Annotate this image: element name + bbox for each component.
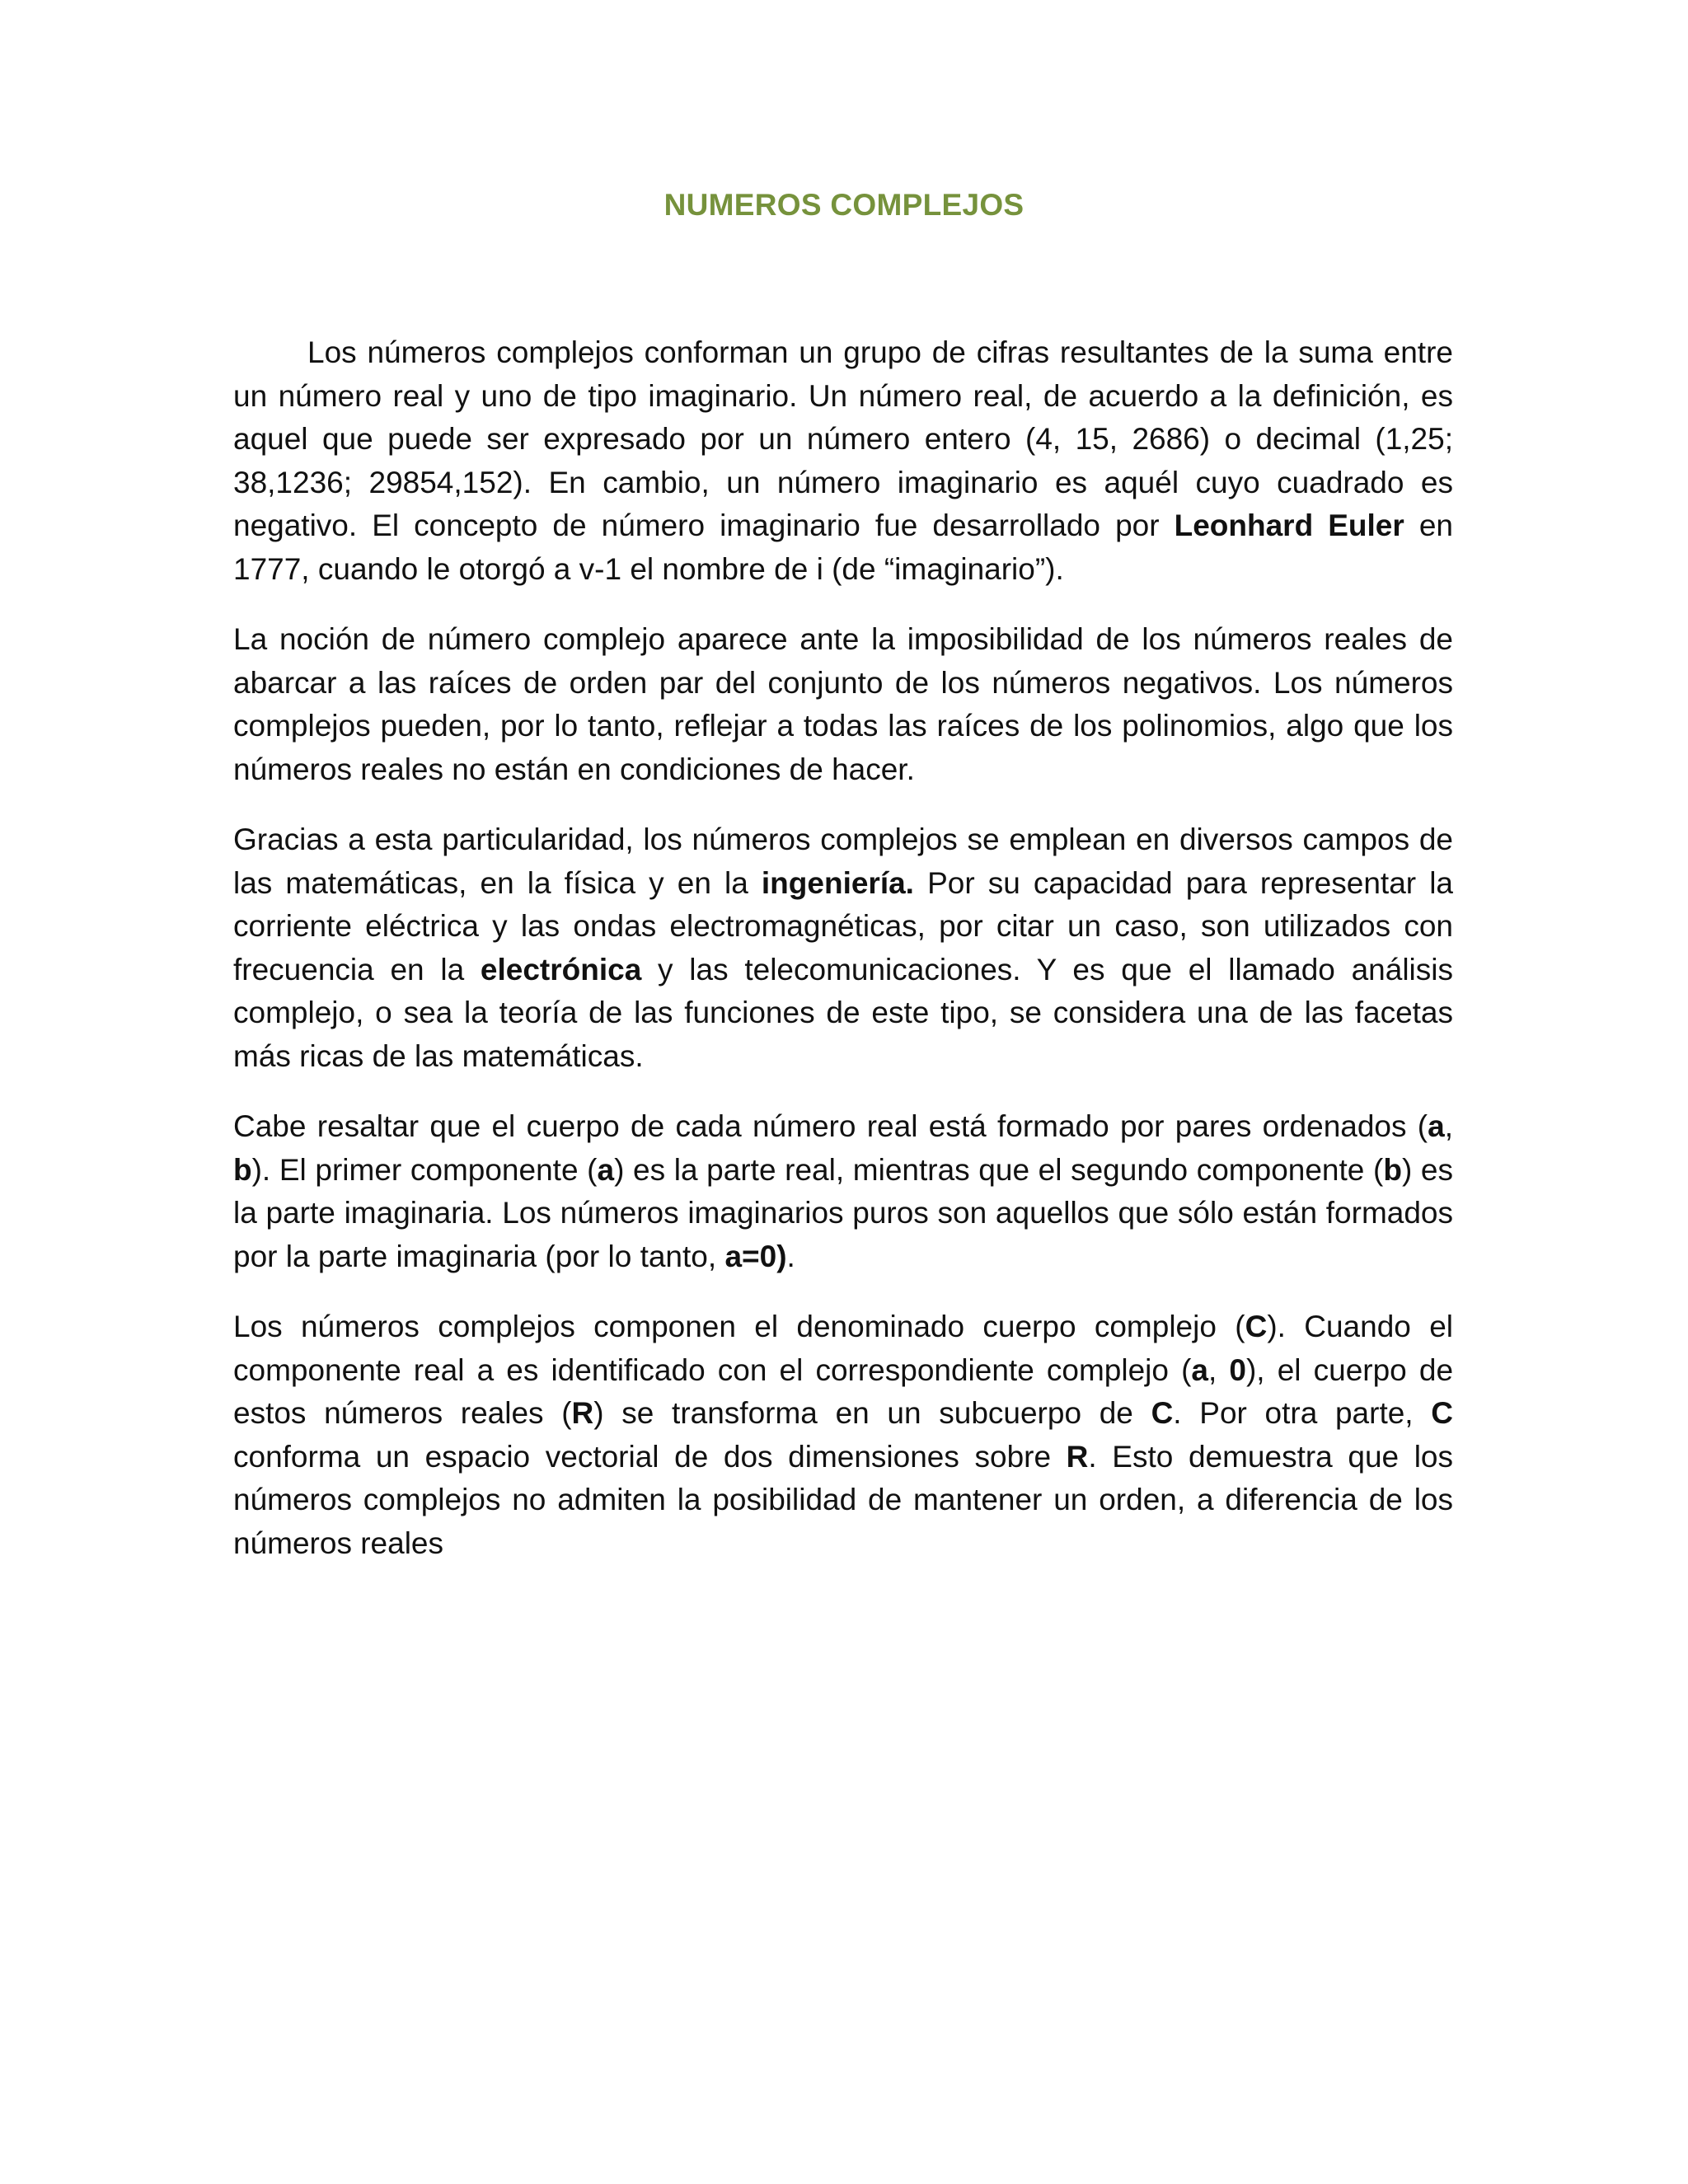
text-segment: . Esto demuestra que los números complejos no admiten la posibilidad de mantener un orden, a diferencia de los números reales xyxy=(233,1439,1454,1560)
paragraph-3 xyxy=(233,818,1453,1078)
text-segment: Gracias a esta particularidad, los números complejos se emplean en diversos campos de las matemáticas, en la física y en la xyxy=(233,823,1453,900)
text-segment: ). Cuando el componente real a es identificado con el correspondiente complejo ( xyxy=(233,1310,1453,1387)
bold-text: ingeniería. xyxy=(761,865,914,900)
document-body xyxy=(233,331,1453,1592)
text-segment: Los números complejos componen el denominado cuerpo complejo ( xyxy=(233,1310,1245,1343)
text-segment: . xyxy=(786,1239,795,1273)
text-segment: y las telecomunicaciones. Y es que el llamado análisis complejo, o sea la teoría de las funciones de este tipo, se considera una de las facetas más ricas de las matemáticas. xyxy=(233,952,1453,1073)
paragraph-4 xyxy=(233,1105,1453,1278)
text-segment: ) es la parte real, mientras que el segundo componente ( xyxy=(614,1152,1384,1187)
bold-text: C xyxy=(1151,1396,1174,1430)
bold-text: a xyxy=(597,1152,615,1187)
bold-text: R xyxy=(571,1396,594,1430)
text-segment: ) es la parte imaginaria. Los números imaginarios puros son aquellos que sólo están formados por la parte imaginaria (por lo tanto, xyxy=(233,1152,1453,1273)
bold-text: a xyxy=(1428,1109,1445,1143)
paragraph-5 xyxy=(233,1305,1453,1565)
bold-text: b xyxy=(1383,1152,1402,1187)
bold-text: electrónica xyxy=(480,952,642,987)
text-segment: , xyxy=(1208,1352,1230,1387)
bold-text: C xyxy=(1245,1310,1268,1343)
text-segment: , xyxy=(1444,1109,1453,1143)
text-segment: conforma un espacio vectorial de dos dimensiones sobre xyxy=(233,1439,1067,1474)
text-segment: ). El primer componente ( xyxy=(251,1152,598,1187)
paragraph-2 xyxy=(233,618,1453,791)
bold-text: a xyxy=(1191,1352,1208,1387)
text-segment: Cabe resaltar que el cuerpo de cada número real está formado por pares ordenados ( xyxy=(233,1109,1428,1143)
text-segment: ), el cuerpo de estos números reales ( xyxy=(233,1352,1454,1430)
bold-text: 0 xyxy=(1229,1352,1246,1387)
paragraph-1 xyxy=(233,331,1453,591)
text-segment: ) se transforma en un subcuerpo de xyxy=(593,1396,1151,1430)
bold-text: R xyxy=(1066,1439,1089,1474)
text-segment: Los números complejos conforman un grupo de cifras resultantes de la suma entre un número real y uno de tipo imaginario. Un número real, de acuerdo a la definición, es aquel que puede ser expresado por un número entero (4, 15, 2686) o decimal (1,25; 38,1236; 29854,152). En cambio, un número imaginario es aquél cuyo cuadrado es negativo. El concepto de número imaginario fue desarrollado por xyxy=(233,335,1453,542)
bold-text: a=0) xyxy=(724,1239,787,1273)
text-segment: Por su capacidad para representar la corriente eléctrica y las ondas electromagnéticas, por citar un caso, son utilizados con frecuencia en la xyxy=(233,865,1453,987)
bold-text: b xyxy=(233,1152,252,1187)
document-title: NUMEROS COMPLEJOS xyxy=(663,188,1025,222)
text-segment: en 1777, cuando le otorgó a v-1 el nombre de i (de “imaginario”). xyxy=(233,509,1453,586)
text-segment: . Por otra parte, xyxy=(1173,1396,1432,1430)
text-segment: La noción de número complejo aparece ante la imposibilidad de los números reales de abarcar a las raíces de orden par del conjunto de los números negativos. Los números complejos pueden, por lo tanto, reflejar a todas las raíces de los polinomios, algo que los números reales no están en condiciones de hacer. xyxy=(233,622,1453,786)
bold-text: C xyxy=(1431,1396,1453,1430)
bold-text: Leonhard Euler xyxy=(1174,509,1404,542)
